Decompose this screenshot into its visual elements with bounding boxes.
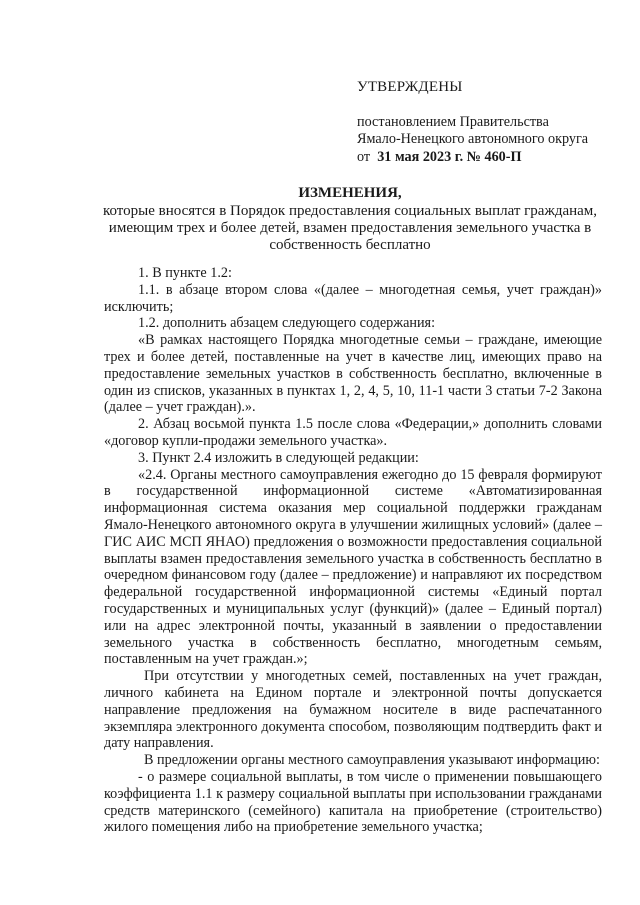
paragraph-6: 3. Пункт 2.4 изложить в следующей редакции:: [138, 449, 419, 466]
approval-line-1: постановлением Правительства: [357, 113, 549, 130]
title-main: ИЗМЕНЕНИЯ,: [298, 185, 402, 201]
document-body: [104, 265, 602, 836]
document-title: [90, 185, 610, 254]
paragraph-3: 1.2. дополнить абзацем следующего содержания:: [138, 315, 436, 332]
paragraph-8: При отсутствии у многодетных семей, поставленных на учет граждан, личного кабинета на Едином портале и электронной почты допускается направление предложения на бумажном носителе в виде распечатанного экземпляра электронного документа способом, позволяющим подтвердить факт и дату направления.: [104, 668, 602, 752]
paragraph-2: 1.1. в абзаце втором слова «(далее – многодетная семья, учет граждан)» исключить;: [104, 281, 602, 315]
paragraph-9: В предложении органы местного самоуправления указывают информацию:: [144, 752, 600, 769]
approval-date-prefix: от: [357, 148, 371, 165]
paragraph-1: 1. В пункте 1.2:: [138, 265, 232, 281]
approval-date-line: [357, 149, 627, 167]
approval-heading: УТВЕРЖДЕНЫ: [357, 79, 463, 95]
paragraph-4: «В рамках настоящего Порядка многодетные семьи – граждане, имеющие трех и более детей, поставленные на учет в качестве лиц, имеющих право на предоставление земельных участков в собственность бесплатно, включенные в один из списков, указанных в пунктах 1, 2, 4, 5, 10, 11-1 части 3 статьи 7-2 Закона (далее – учет граждан).».: [104, 332, 602, 416]
approval-line-2: Ямало-Ненецкого автономного округа: [357, 131, 589, 147]
title-subtitle: которые вносятся в Порядок предоставления социальных выплат гражданам, имеющим трех и более детей, взамен предоставления земельного участка в собственность бесплатно: [102, 203, 598, 253]
approval-block: [357, 79, 627, 166]
paragraph-10: - о размере социальной выплаты, в том числе о применении повышающего коэффициента 1.1 к размеру социальной выплаты при использовании гражданами средств материнского (семейного) капитала на приобретение (строительство) жилого помещения либо на приобретение земельного участка;: [104, 768, 602, 836]
paragraph-7: «2.4. Органы местного самоуправления ежегодно до 15 февраля формируют в государственной информационной системе «Автоматизированная информационная система оказания мер социальной поддержки гражданам Ямало-Ненецкого автономного округа в улучшении жилищных условий» (далее – ГИС АИС МСП ЯНАО) предложения о возможности предоставления социальной выплаты взамен предоставления земельного участка в собственность бесплатно в очередном финансовом году (далее – предложение) и направляют их посредством федеральной государственной информационной системы «Единый портал государственных и муниципальных услуг (функций)» (далее – Единый портал) или на адрес электронной почты, указанный в заявлении о предоставлении земельного участка в собственность бесплатно, многодетным семьям, поставленным на учет граждан.»;: [104, 466, 602, 668]
paragraph-5: 2. Абзац восьмой пункта 1.5 после слова «Федерации,» дополнить словами «договор купли-продажи земельного участка».: [104, 416, 602, 449]
approval-date-number: 31 мая 2023 г. № 460-П: [377, 148, 522, 165]
